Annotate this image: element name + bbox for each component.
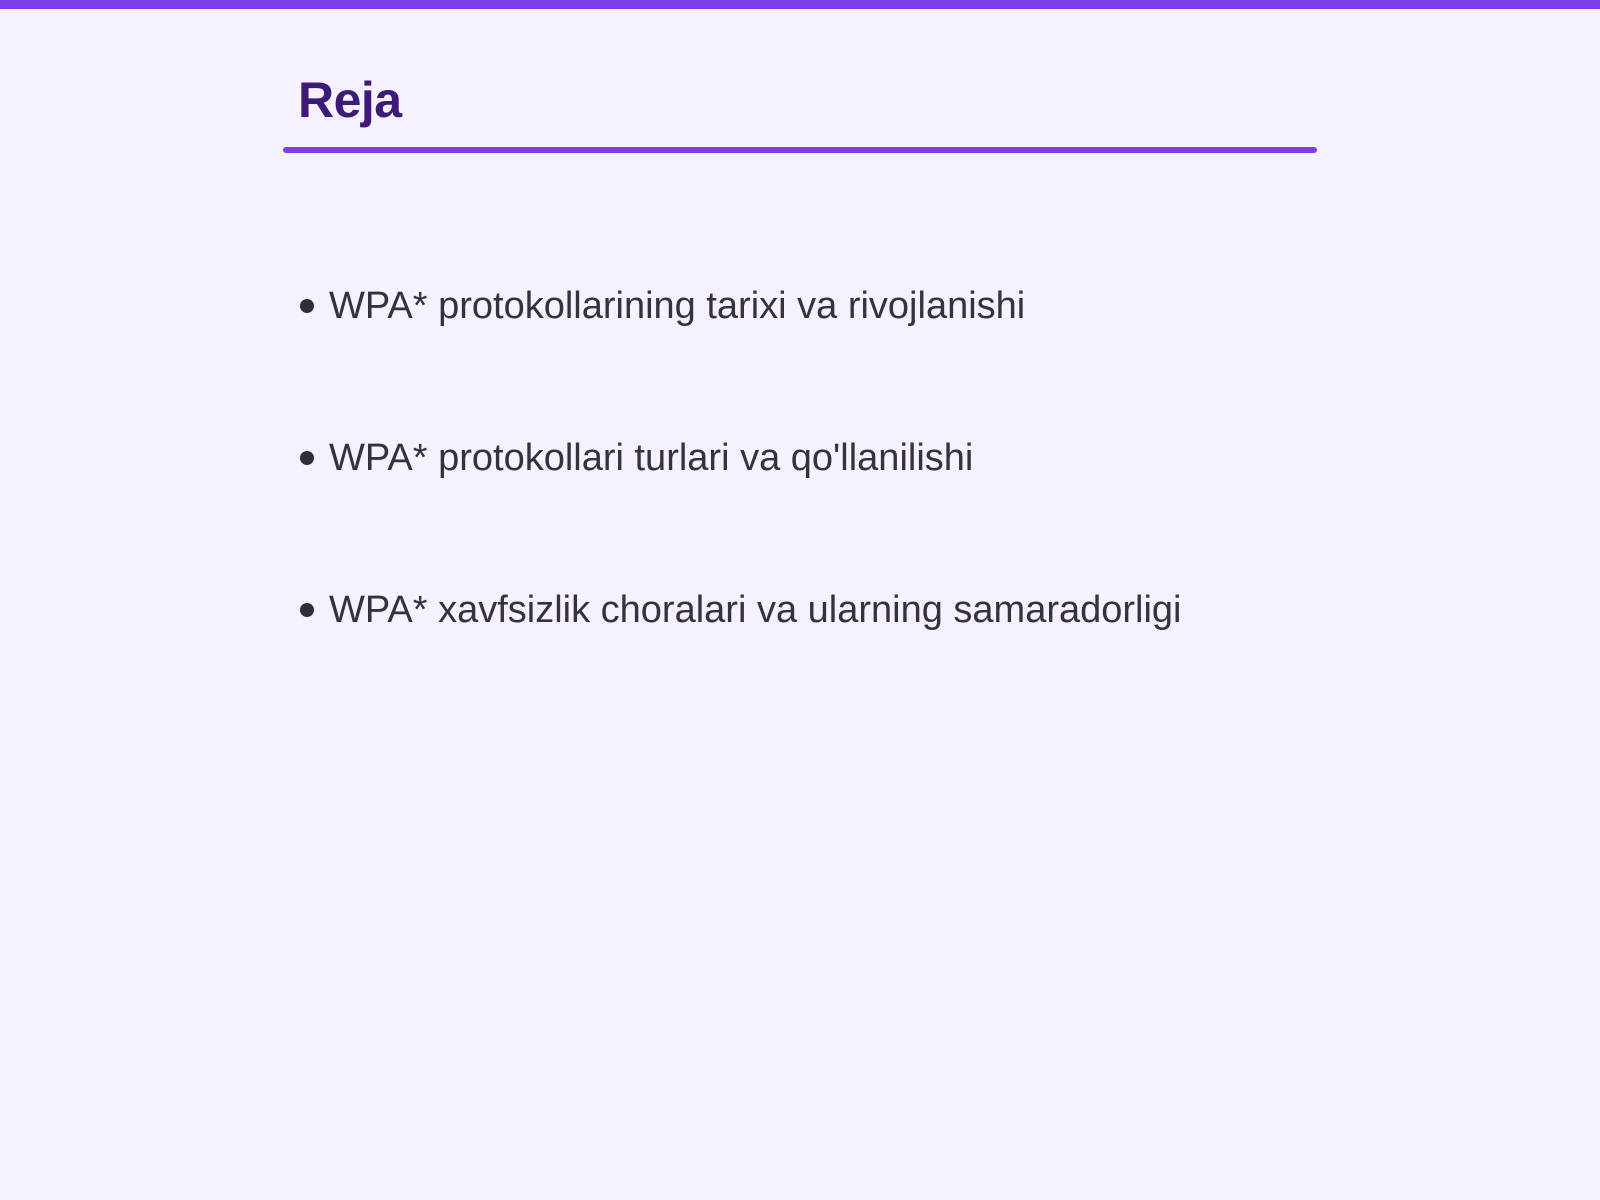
title-underline (283, 147, 1317, 153)
bullet-icon (300, 603, 314, 617)
bullet-text: WPA* protokollarining tarixi va rivojlanishi (329, 284, 1026, 327)
bullet-text: WPA* xavfsizlik choralari va ularning samaradorligi (329, 588, 1182, 631)
list-item (300, 280, 1182, 332)
list-item (300, 432, 1182, 484)
bullet-list (300, 280, 1182, 736)
bullet-text: WPA* protokollari turlari va qo'llanilishi (329, 436, 974, 479)
top-accent-bar (0, 0, 1600, 9)
list-item (300, 584, 1182, 636)
bullet-icon (300, 451, 314, 465)
bullet-icon (300, 299, 314, 313)
slide-title: Reja (298, 72, 402, 128)
